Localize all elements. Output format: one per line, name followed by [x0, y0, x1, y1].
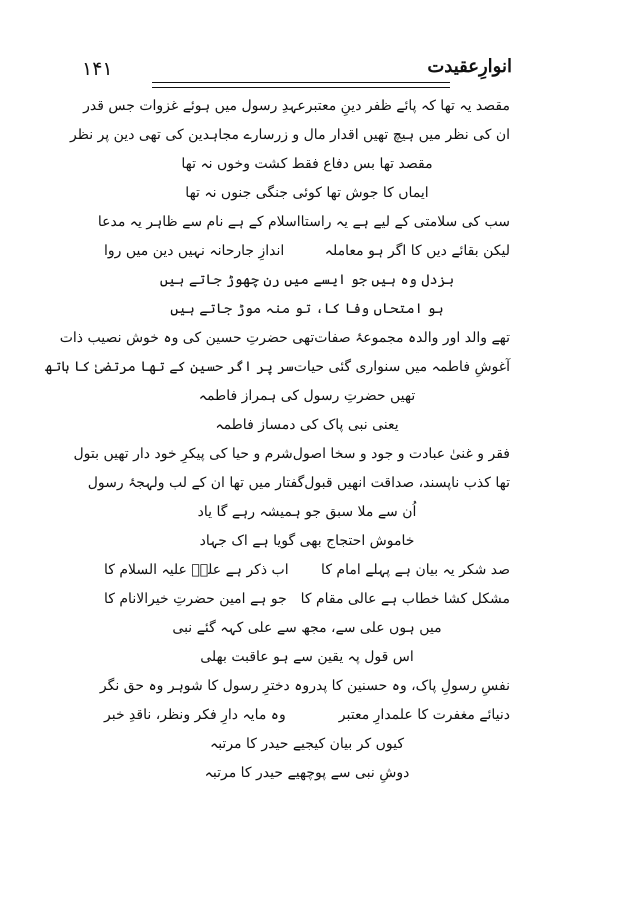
misra-second: اب ذکر ہے علیؑ علیہ السلام کا: [104, 562, 289, 578]
verse-couplet: [104, 556, 510, 585]
verse-centered: مقصد تھا بس دفاع فقط کشت وخوں نہ تھا: [181, 156, 433, 172]
verse-couplet: [97, 208, 510, 237]
misra-first: تھے والد اور والدہ مجموعۂ صفات: [314, 330, 510, 346]
verse-centered: میں ہوں علی سے، مجھ سے علی کہہ گئے نبی: [172, 620, 442, 636]
misra-first: فقر و غنیٰ عبادت و جود و سخا اصول: [292, 446, 510, 462]
verse-centered: یعنی نبی پاک کی دمساز فاطمہ: [215, 417, 399, 433]
verse-centered: ہو امتحاں وفا کا، تو منہ موڑ جاتے ہیں: [170, 301, 444, 317]
verse-couplet: [104, 585, 510, 614]
verse-couplet: [73, 440, 510, 469]
verse-couplet: [104, 237, 510, 266]
page-number: ۱۴۱: [82, 58, 113, 80]
running-title: انوارِعقیدت: [427, 56, 512, 77]
verse-centered: دوشِ نبی سے پوچھیے حیدر کا مرتبہ: [204, 765, 410, 781]
misra-first: مقصد یہ تھا کہ پائے ظفر دینِ معتبر: [305, 98, 510, 114]
header-rule-top: [152, 82, 450, 83]
misra-first: صد شکر یہ بیان ہے پہلے امام کا: [321, 562, 510, 578]
poem-body: [44, 92, 510, 788]
verse-centered: تھیں حضرتِ رسول کی ہمراز فاطمہ: [198, 388, 416, 404]
verse-couplet: [70, 121, 510, 150]
misra-second: تھی حضرتِ حسین کی وہ خوش نصیب ذات: [59, 330, 315, 346]
verse-couplet: [104, 701, 510, 730]
misra-second: جو ہے امین حضرتِ خیرالانام کا: [104, 591, 287, 607]
misra-second: عہدِ رسول میں ہوئے غزوات جس قدر: [83, 98, 306, 114]
verse-centered: ایماں کا جوش تھا کوئی جنگی جنوں نہ تھا: [185, 185, 429, 201]
verse-couplet: [99, 672, 510, 701]
misra-second: اندازِ جارحانہ نہیں دین میں روا: [104, 243, 285, 259]
verse-centered: خاموش احتجاج بھی گویا ہے اک جہاد: [199, 533, 415, 549]
verse-centered: اُن سے ملا سبق جو ہمیشہ رہے گا یاد: [197, 504, 417, 520]
verse-couplet: [44, 353, 510, 382]
misra-second: وہ دخترِ رسول کا شوہر وہ حق نگر: [99, 678, 310, 694]
misra-second: گفتار میں تھا ان کے لب ولہجۂ رسول: [87, 475, 305, 491]
verse-couplet: [59, 324, 510, 353]
verse-centered: کیوں کر بیان کیجیے حیدر کا مرتبہ: [210, 736, 404, 752]
verse-couplet: [83, 92, 510, 121]
misra-second: وہ مایہ دارِ فکر ونظر، ناقدِ خبر: [104, 707, 286, 723]
header-rule-bottom: [152, 87, 450, 88]
misra-second: سر پر اگر حسین کے تھا مرتضیٰ کا ہاتھ: [44, 359, 294, 375]
misra-first: لیکن بقائے دیں کا اگر ہو معاملہ: [324, 243, 510, 259]
verse-centered: بزدل وہ ہیں جو ایسے میں رن چھوڑ جاتے ہیں: [159, 272, 455, 288]
misra-second: اسلام کے ہے نام سے ظاہر یہ مدعا: [97, 214, 301, 230]
misra-second: سارے مجاہدین کی تھی دین پر نظر: [70, 127, 275, 143]
misra-first: آغوشِ فاطمہ میں سنواری گئی حیات: [293, 359, 510, 375]
verse-couplet: [87, 469, 510, 498]
misra-second: شرم و حیا کی پیکرِ خود دار تھیں بتول: [73, 446, 293, 462]
misra-first: دنیائے مغفرت کا علمدارِ معتبر: [338, 707, 510, 723]
misra-first: مشکل کشا خطاب ہے عالی مقام کا: [300, 591, 510, 607]
misra-first: ان کی نظر میں ہیچ تھیں اقدار مال و زر: [274, 127, 510, 143]
misra-first: سب کی سلامتی کے لیے ہے یہ راستا: [300, 214, 510, 230]
misra-first: تھا کذب ناپسند، صداقت انھیں قبول: [304, 475, 510, 491]
misra-first: نفسِ رسولِ پاک، وہ حسنین کا پدر: [309, 678, 510, 694]
verse-centered: اس قول پہ یقین سے ہو عاقبت بھلی: [200, 649, 414, 665]
